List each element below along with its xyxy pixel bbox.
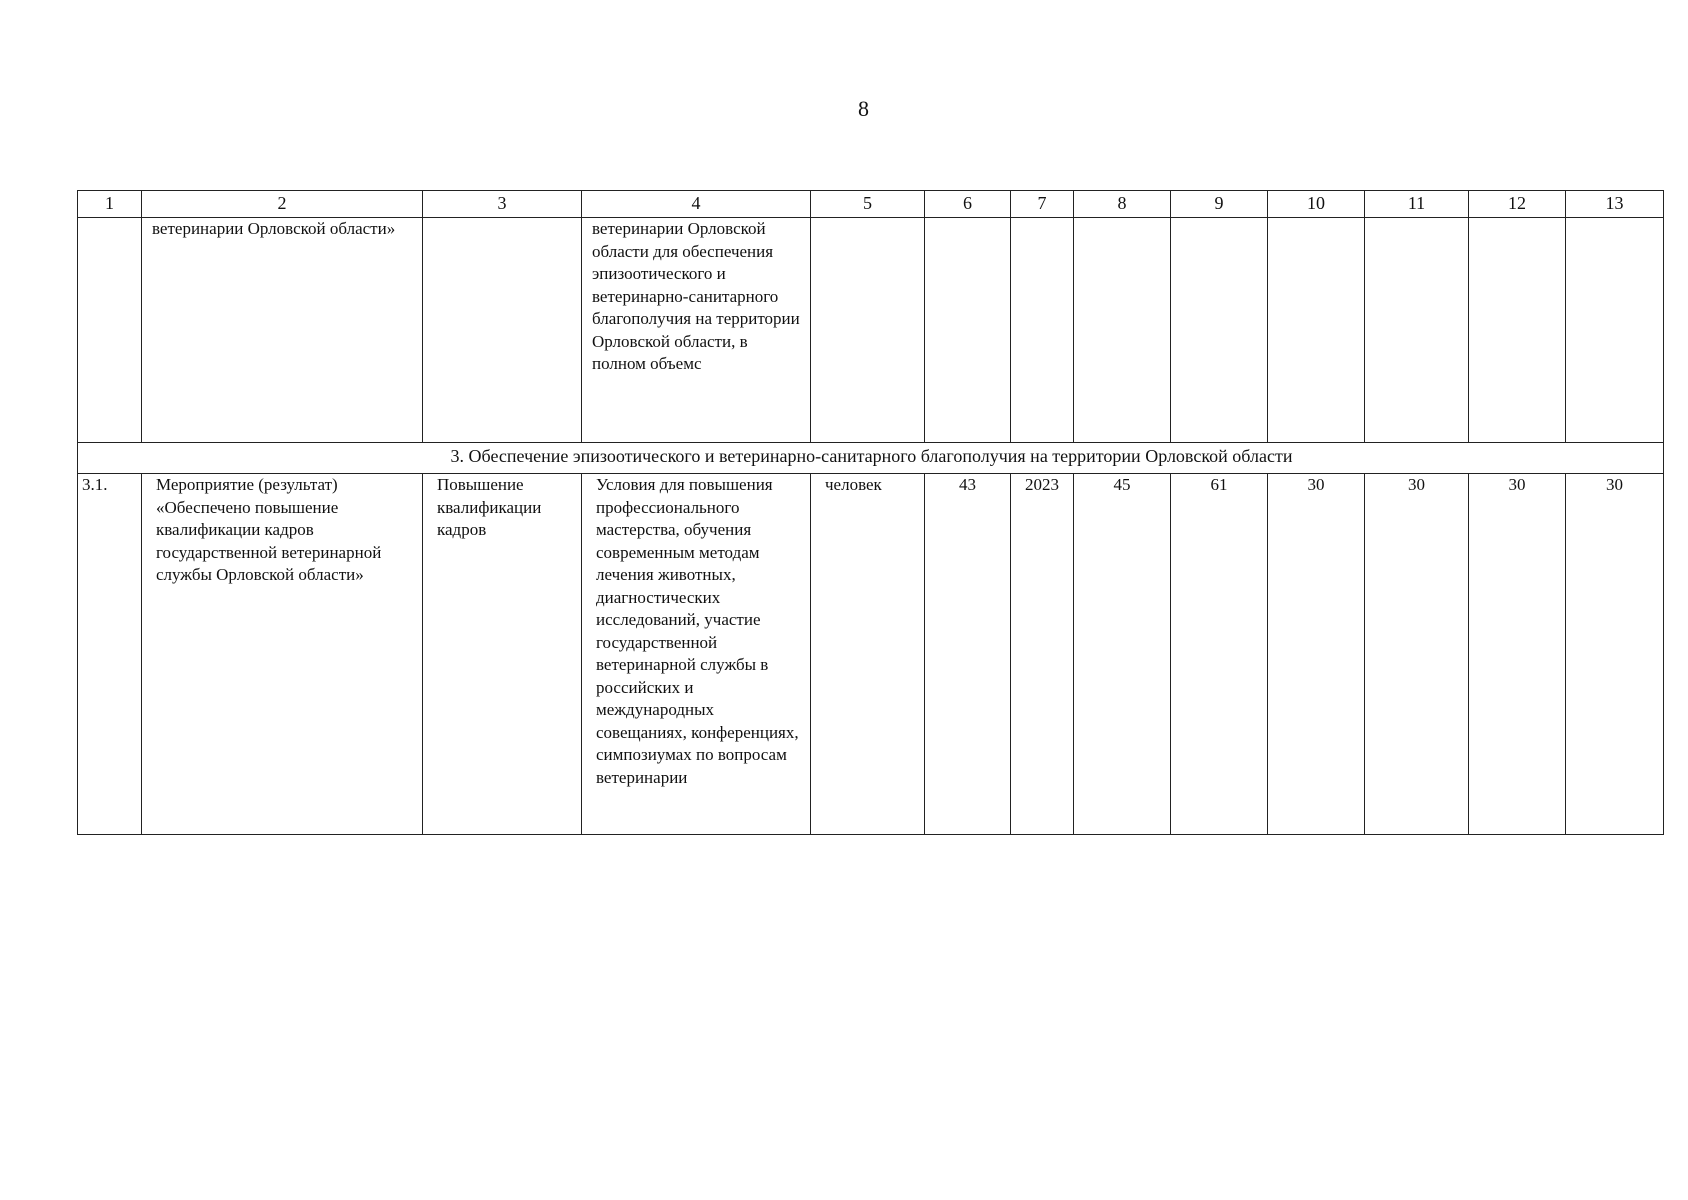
cont-name-cell: ветеринарии Орловской области» bbox=[142, 218, 423, 443]
row-col-10-cell: 30 bbox=[1268, 474, 1365, 835]
header-col-6: 6 bbox=[925, 191, 1011, 218]
table-row-continuation bbox=[78, 218, 1664, 443]
row-description-cell: Условия для повышения профессионального мастерства, обучения современным методам лечения животных, диагностических исследований, участие государственной ветеринарной службы в российских и международных совещаниях, конференциях, симпозиумах по вопросам ветеринарии bbox=[582, 474, 811, 835]
cont-col-12 bbox=[1469, 218, 1566, 443]
row-unit-cell: человек bbox=[811, 474, 925, 835]
cont-col-6 bbox=[925, 218, 1011, 443]
header-col-2: 2 bbox=[142, 191, 423, 218]
row-base-year-cell: 2023 bbox=[1011, 474, 1074, 835]
cont-type-cell bbox=[423, 218, 582, 443]
cont-col-1 bbox=[78, 218, 142, 443]
header-col-3: 3 bbox=[423, 191, 582, 218]
cont-col-8 bbox=[1074, 218, 1171, 443]
cont-col-11 bbox=[1365, 218, 1469, 443]
row-type-cell: Повышение квалификации кадров bbox=[423, 474, 582, 835]
header-col-11: 11 bbox=[1365, 191, 1469, 218]
cont-col-7 bbox=[1011, 218, 1074, 443]
cont-description-cell: ветеринарии Орловской области для обеспечения эпизоотического и ветеринарно-санитарного благополучия на территории Орловской области, в полном объемс bbox=[582, 218, 811, 443]
header-col-10: 10 bbox=[1268, 191, 1365, 218]
header-col-5: 5 bbox=[811, 191, 925, 218]
cont-col-5 bbox=[811, 218, 925, 443]
cont-col-13 bbox=[1566, 218, 1664, 443]
header-col-7: 7 bbox=[1011, 191, 1074, 218]
header-col-8: 8 bbox=[1074, 191, 1171, 218]
header-col-13: 13 bbox=[1566, 191, 1664, 218]
row-base-value-cell: 43 bbox=[925, 474, 1011, 835]
row-col-11-cell: 30 bbox=[1365, 474, 1469, 835]
row-number-cell: 3.1. bbox=[78, 474, 142, 835]
header-col-1: 1 bbox=[78, 191, 142, 218]
row-col-9-cell: 61 bbox=[1171, 474, 1268, 835]
row-col-8-cell: 45 bbox=[1074, 474, 1171, 835]
row-name-cell: Мероприятие (результат) «Обеспечено повышение квалификации кадров государственной ветеринарной службы Орловской области» bbox=[142, 474, 423, 835]
table-header-row bbox=[78, 191, 1664, 218]
row-col-12-cell: 30 bbox=[1469, 474, 1566, 835]
cont-col-9 bbox=[1171, 218, 1268, 443]
header-col-9: 9 bbox=[1171, 191, 1268, 218]
header-col-12: 12 bbox=[1469, 191, 1566, 218]
section-row bbox=[78, 443, 1664, 474]
table-row-3-1 bbox=[78, 474, 1664, 835]
header-col-4: 4 bbox=[582, 191, 811, 218]
row-col-13-cell: 30 bbox=[1566, 474, 1664, 835]
cont-col-10 bbox=[1268, 218, 1365, 443]
document-table bbox=[77, 190, 1664, 835]
page-number: 8 bbox=[858, 96, 869, 121]
section-title: 3. Обеспечение эпизоотического и ветеринарно-санитарного благополучия на территории Орловской области bbox=[78, 443, 1664, 474]
